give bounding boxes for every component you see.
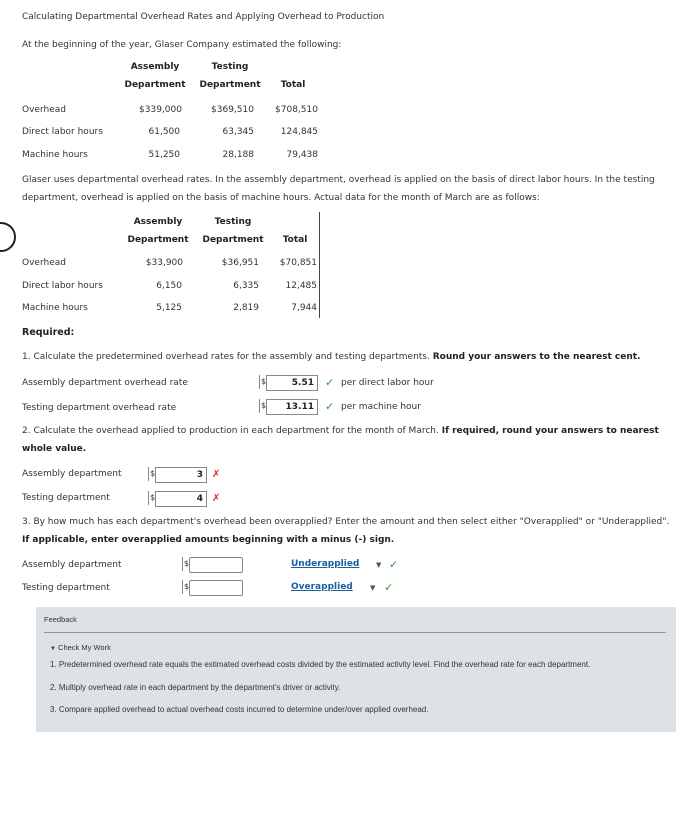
page-title: Calculating Departmental Overhead Rates and Applying Overhead to Production (22, 12, 385, 22)
q2-text-line2: whole value. (22, 444, 87, 454)
correct-check-icon: ✓ (325, 400, 335, 413)
cell: 6,335 (233, 281, 259, 291)
cell: 12,485 (285, 281, 317, 291)
feedback-item: 1. Predetermined overhead rate equals the estimated overhead costs divided by the estimated activity level. Find the overhead rate for each department. (50, 660, 591, 669)
cell: $369,510 (211, 105, 254, 115)
q3-row-label: Testing department (22, 583, 110, 593)
q2-row-label: Assembly department (22, 469, 122, 479)
q1-row-label: Testing department overhead rate (22, 403, 177, 413)
cell: $708,510 (275, 105, 318, 115)
feedback-item: 2. Multiply overhead rate in each department by the department's driver or activity. (50, 683, 341, 692)
assembly-overapplied-input[interactable] (189, 557, 243, 573)
col-header: Total (282, 235, 308, 245)
testing-overapplied-input[interactable] (189, 580, 243, 596)
cell: $33,900 (145, 258, 183, 268)
row-label: Machine hours (22, 150, 88, 160)
q2-text-normal: 2. Calculate the overhead applied to production in each department for the month of March. (22, 426, 442, 436)
dollar-sign: $ (148, 467, 155, 481)
q2-text-bold: If required, round your answers to nearest (441, 426, 659, 436)
testing-rate-input[interactable]: 13.11 (266, 399, 318, 415)
check-my-work-label: Check My Work (58, 643, 111, 652)
q2-row-label: Testing department (22, 493, 110, 503)
col-header: Department (199, 80, 261, 90)
col-header: Assembly (133, 217, 183, 227)
dollar-sign: $ (148, 491, 155, 505)
intro-text: At the beginning of the year, Glaser Company estimated the following: (22, 40, 342, 50)
row-label: Overhead (22, 258, 66, 268)
incorrect-x-icon: ✗ (212, 493, 221, 504)
circle-marker (0, 222, 16, 252)
q3-row-label: Assembly department (22, 560, 122, 570)
feedback-divider (44, 632, 666, 633)
cell: $70,851 (279, 258, 317, 268)
unit-label: per direct labor hour (341, 378, 434, 388)
col-header: Testing (214, 217, 252, 227)
q1-text-bold: Round your answers to the nearest cent. (432, 352, 641, 362)
q2-text-line1 (22, 426, 659, 436)
cell: 6,150 (156, 281, 182, 291)
cell: 5,125 (156, 303, 182, 313)
cell: 124,845 (280, 127, 318, 137)
triangle-down-icon: ▼ (50, 646, 56, 652)
testing-applied-input[interactable]: 4 (155, 491, 207, 507)
row-label: Direct labor hours (22, 281, 103, 291)
column-divider (319, 212, 320, 318)
incorrect-x-icon: ✗ (212, 469, 221, 480)
dollar-sign: $ (259, 399, 266, 413)
cell: $339,000 (139, 105, 182, 115)
q1-text (22, 352, 641, 362)
assembly-applied-input[interactable]: 3 (155, 467, 207, 483)
row-label: Machine hours (22, 303, 88, 313)
col-header: Total (280, 80, 306, 90)
required-heading: Required: (22, 327, 75, 338)
dollar-sign: $ (182, 557, 189, 571)
testing-status-dropdown[interactable]: Overapplied (291, 582, 353, 592)
cell: 63,345 (222, 127, 254, 137)
cell: 61,500 (148, 127, 180, 137)
cell: 79,438 (286, 150, 318, 160)
cell: $36,951 (221, 258, 259, 268)
cell: 51,250 (148, 150, 180, 160)
q3-text-line2: If applicable, enter overapplied amounts beginning with a minus (-) sign. (22, 535, 395, 545)
col-header: Department (127, 235, 189, 245)
dollar-sign: $ (259, 375, 266, 389)
q3-text-line1: 3. By how much has each department's overhead been overapplied? Enter the amount and then select either "Overapplied" or "Underapplied". (22, 517, 670, 527)
correct-check-icon: ✓ (389, 558, 399, 571)
correct-check-icon: ✓ (325, 376, 335, 389)
col-header: Testing (211, 62, 249, 72)
paragraph-line: Glaser uses departmental overhead rates. In the assembly department, overhead is applied on the basis of direct labor hours. In the testing (22, 175, 655, 185)
unit-label: per machine hour (341, 402, 421, 412)
feedback-label: Feedback (44, 615, 77, 624)
col-header: Department (202, 235, 264, 245)
cell: 28,188 (222, 150, 254, 160)
check-my-work-toggle[interactable] (50, 643, 111, 652)
assembly-status-dropdown[interactable]: Underapplied (291, 559, 360, 569)
correct-check-icon: ✓ (384, 581, 394, 594)
q1-row-label: Assembly department overhead rate (22, 378, 188, 388)
q1-text-normal: 1. Calculate the predetermined overhead rates for the assembly and testing departments. (22, 352, 433, 362)
col-header: Department (124, 80, 186, 90)
assembly-rate-input[interactable]: 5.51 (266, 375, 318, 391)
chevron-down-icon[interactable]: ▼ (376, 561, 382, 569)
cell: 2,819 (233, 303, 259, 313)
paragraph-line: department, overhead is applied on the basis of machine hours. Actual data for the month of March are as follows: (22, 193, 540, 203)
chevron-down-icon[interactable]: ▼ (370, 584, 376, 592)
dollar-sign: $ (182, 580, 189, 594)
cell: 7,944 (291, 303, 317, 313)
col-header: Assembly (130, 62, 180, 72)
feedback-item: 3. Compare applied overhead to actual overhead costs incurred to determine under/over applied overhead. (50, 705, 429, 714)
row-label: Direct labor hours (22, 127, 103, 137)
row-label: Overhead (22, 105, 66, 115)
